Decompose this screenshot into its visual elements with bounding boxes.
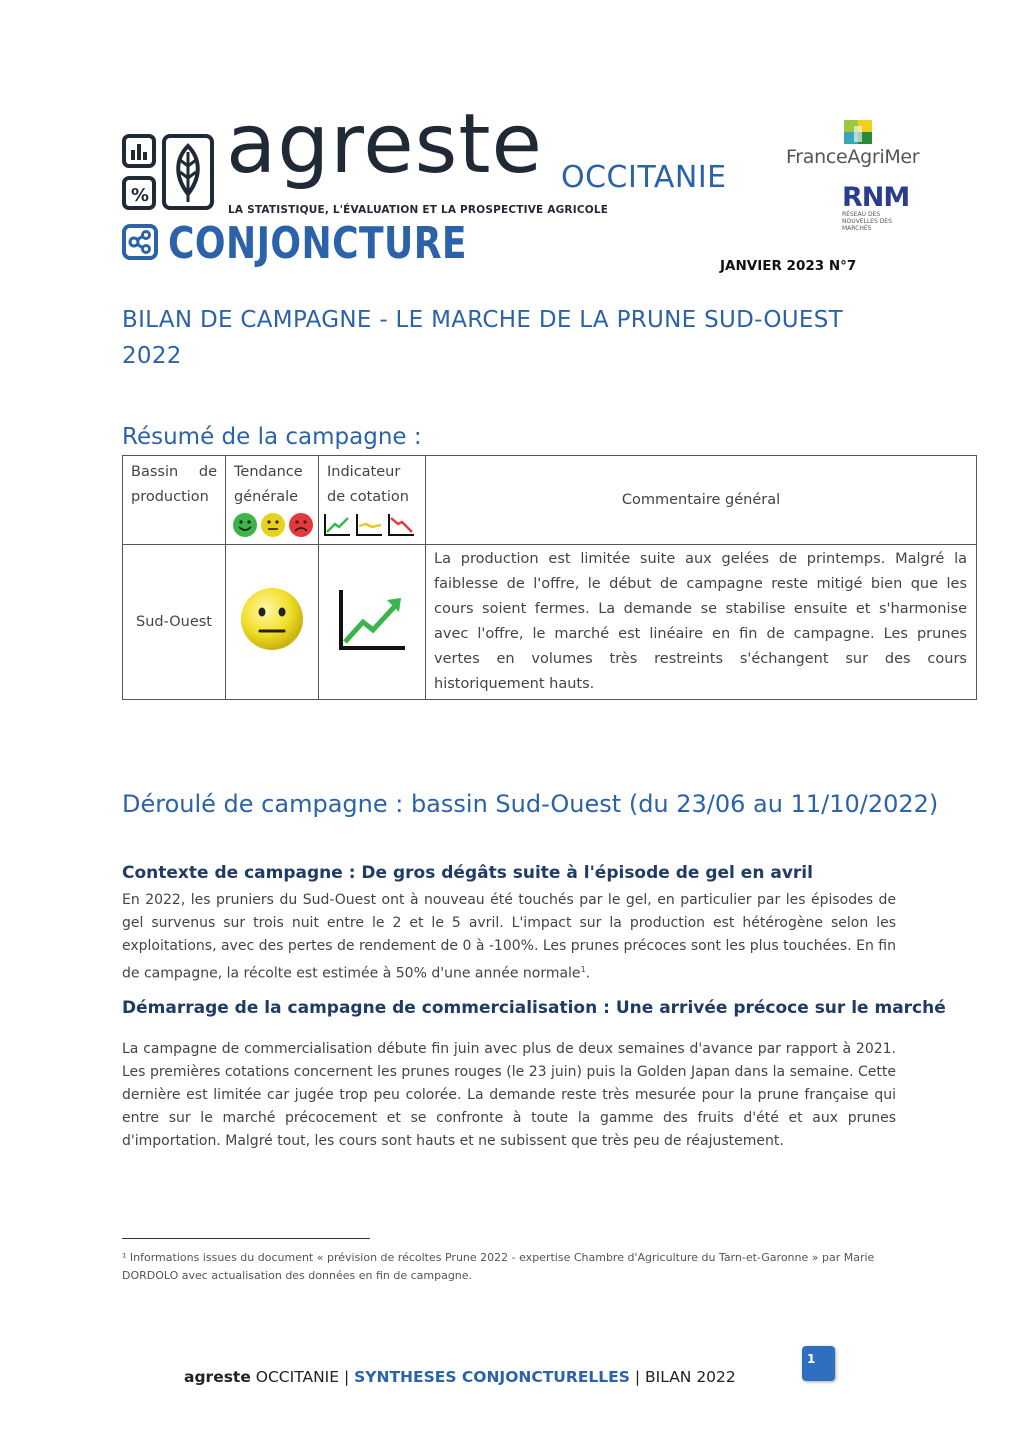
series-title: CONJONCTURE bbox=[168, 218, 467, 269]
header-cell-indicator bbox=[319, 456, 426, 545]
summary-heading: Résumé de la campagne : bbox=[122, 424, 422, 450]
indicator-legend bbox=[319, 512, 425, 538]
franceagrimer-name: FranceAgriMer bbox=[786, 146, 920, 168]
footnote: ¹ Informations issues du document « prévision de récoltes Prune 2022 - expertise Chambre d'Agriculture du Tarn-et-Garonne » par Marie DORDOLO avec actualisation des données en fin de campagne. bbox=[122, 1251, 875, 1282]
table-row bbox=[123, 545, 977, 700]
header-cell-trend bbox=[226, 456, 319, 545]
col-comment-label: Commentaire général bbox=[621, 492, 781, 508]
trend-up-icon bbox=[337, 588, 407, 652]
indicator-cell bbox=[319, 545, 426, 700]
deroule-heading: Déroulé de campagne : bassin Sud-Ouest (du 23/06 au 11/10/2022) bbox=[122, 790, 939, 818]
trend-up-icon bbox=[322, 512, 352, 538]
footer-series: SYNTHESES CONJONCTURELLES bbox=[354, 1368, 630, 1386]
summary-table bbox=[122, 455, 977, 700]
trend-cell bbox=[226, 545, 319, 700]
smiley-neutral-icon bbox=[260, 512, 286, 538]
brand-name: agreste bbox=[226, 97, 543, 192]
header-cell-basin bbox=[123, 456, 226, 545]
header-cell-comment bbox=[426, 456, 977, 545]
footnote-divider bbox=[122, 1238, 370, 1239]
smiley-happy-icon bbox=[232, 512, 258, 538]
rnm-name: RNM bbox=[842, 182, 910, 213]
footer-tail: | BILAN 2022 bbox=[629, 1368, 736, 1386]
comment-cell bbox=[426, 545, 977, 700]
col-basin-label: Bassin de production bbox=[131, 464, 217, 505]
rnm-subtitle: RÉSEAU DES NOUVELLES DES MARCHÉS bbox=[842, 211, 892, 232]
table-header-row bbox=[123, 456, 977, 545]
start-heading: Démarrage de la campagne de commercialisation : Une arrivée précoce sur le marché bbox=[122, 998, 946, 1018]
smiley-neutral-icon bbox=[238, 586, 306, 654]
col-trend-label: Tendance générale bbox=[234, 464, 303, 505]
footer-region: OCCITANIE | bbox=[250, 1368, 355, 1386]
trend-legend bbox=[226, 512, 318, 538]
context-paragraph: En 2022, les pruniers du Sud-Ouest ont à nouveau été touchés par le gel, en particulier par les épisodes de gel survenus sur trois nuit entre le 2 et le 5 avril. L'impact sur la production est hétérogène selon les exploitations, avec des pertes de rendement de 0 à -100%. Les prunes précoces sont les plus touchées. En fin de campagne, la récolte est estimée à 50% d'une année normale$^1$. bbox=[122, 892, 896, 982]
basin-cell bbox=[123, 545, 226, 700]
conjoncture-icon bbox=[122, 224, 158, 260]
page-footer bbox=[184, 1368, 736, 1386]
rnm-logo bbox=[842, 184, 912, 234]
page-number-badge bbox=[802, 1346, 835, 1381]
agreste-logo-icons bbox=[122, 132, 216, 216]
basin-name: Sud-Ouest bbox=[136, 614, 212, 630]
start-paragraph: La campagne de commercialisation débute fin juin avec plus de deux semaines d'avance par rapport à 2021. Les premières cotations concernent les prunes rouges (le 23 juin) puis la Golden Japan dans la semaine. Cette dernière est limitée car jugée trop peu colorée. La demande reste très mesurée pour la prune française qui entre sur le marché précocement et se confronte à toute la gamme des fruits d'été et aux prunes d'importation. Malgré tout, les cours sont hauts et ne subissent que très peu de réajustement. bbox=[122, 1041, 896, 1149]
page-number: 1 bbox=[807, 1352, 816, 1366]
context-heading: Contexte de campagne : De gros dégâts suite à l'épisode de gel en avril bbox=[122, 863, 813, 883]
footnote-marker: 1 bbox=[580, 965, 586, 974]
context-text: En 2022, les pruniers du Sud-Ouest ont à nouveau été touchés par le gel, en particulier par les épisodes de gel survenus sur trois nuit entre le 2 et le 5 avril. L'impact sur la production est hétérogène selon les exploitations, avec des pertes de rendement de 0 à -100%. Les prunes précoces sont les plus touchées. En fin de campagne, la récolte est estimée à 50% d'une année normale bbox=[122, 892, 896, 982]
footer-brand: agreste bbox=[184, 1368, 251, 1386]
col-indicator-label: Indicateur de cotation bbox=[327, 464, 409, 505]
trend-down-icon bbox=[386, 512, 416, 538]
brand-tagline: LA STATISTIQUE, L'ÉVALUATION ET LA PROSPECTIVE AGRICOLE bbox=[228, 204, 609, 216]
trend-flat-icon bbox=[354, 512, 384, 538]
page-title: BILAN DE CAMPAGNE - LE MARCHE DE LA PRUNE SUD-OUEST 2022 bbox=[122, 307, 843, 369]
smiley-sad-icon bbox=[288, 512, 314, 538]
general-comment: La production est limitée suite aux gelées de printemps. Malgré la faiblesse de l'offre, le début de campagne reste mitigé bien que les cours soient fermes. La demande se stabilise ensuite et s'harmonise avec l'offre, le marché est linéaire en fin de campagne. Les prunes vertes en volumes très restreints s'échangent sur des cours historiquement hauts. bbox=[434, 551, 967, 692]
region-title: OCCITANIE bbox=[561, 160, 727, 195]
issue-date: JANVIER 2023 N°7 bbox=[720, 258, 857, 274]
svg-text:%: % bbox=[131, 185, 150, 206]
franceagrimer-logo-icon bbox=[842, 118, 878, 148]
